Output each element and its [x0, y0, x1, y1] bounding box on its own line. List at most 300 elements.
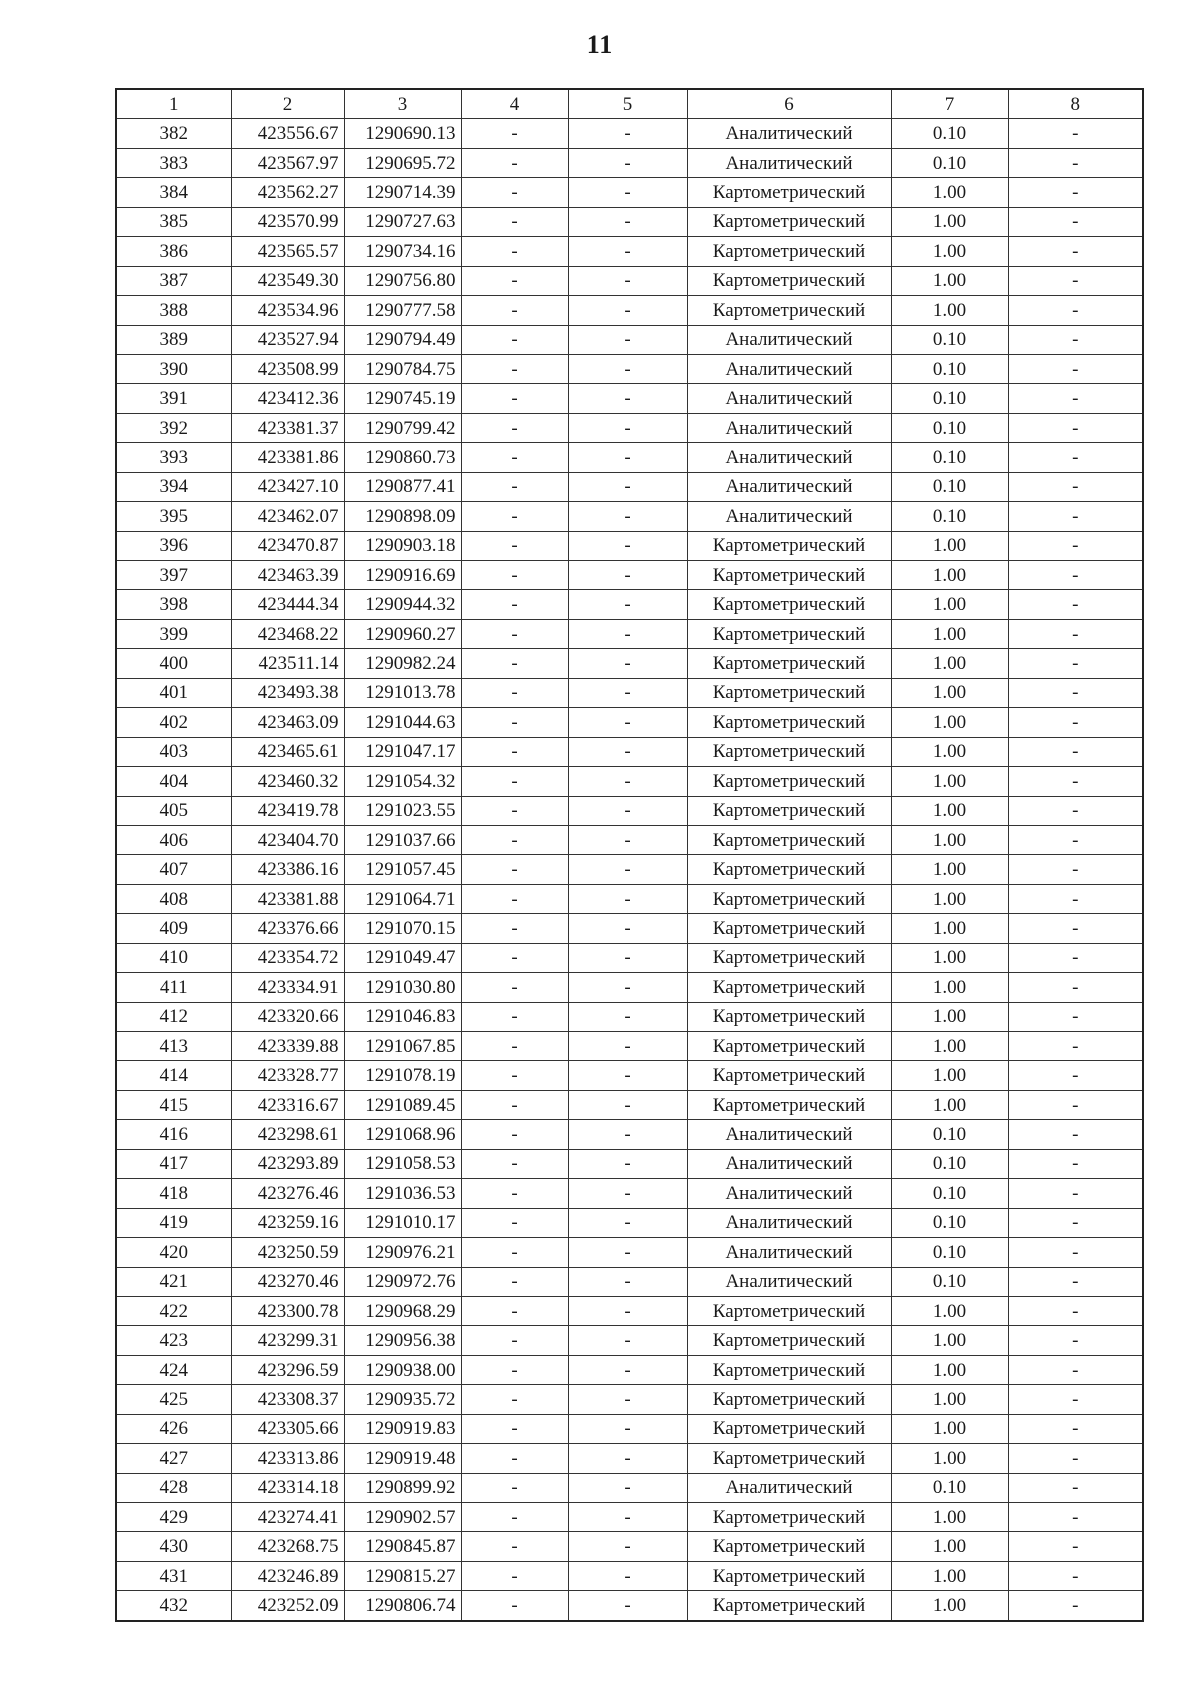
- table-row: [116, 914, 1143, 943]
- cell-point-number: 387: [116, 266, 231, 295]
- cell-col-8: -: [1008, 1002, 1143, 1031]
- table-row: [116, 413, 1143, 442]
- cell-col-5: -: [568, 884, 687, 913]
- table-row: [116, 1090, 1143, 1119]
- cell-precision: 1.00: [891, 678, 1008, 707]
- cell-col-5: -: [568, 1267, 687, 1296]
- cell-coord-x: 423250.59: [231, 1238, 344, 1267]
- cell-point-number: 395: [116, 502, 231, 531]
- cell-point-number: 388: [116, 296, 231, 325]
- cell-coord-x: 423296.59: [231, 1355, 344, 1384]
- cell-coord-x: 423314.18: [231, 1473, 344, 1502]
- cell-method: Картометрический: [687, 561, 891, 590]
- cell-col-4: -: [461, 384, 568, 413]
- cell-method: Картометрический: [687, 237, 891, 266]
- cell-col-5: -: [568, 737, 687, 766]
- cell-precision: 1.00: [891, 649, 1008, 678]
- cell-precision: 1.00: [891, 266, 1008, 295]
- cell-col-5: -: [568, 561, 687, 590]
- cell-coord-x: 423412.36: [231, 384, 344, 413]
- cell-coord-x: 423320.66: [231, 1002, 344, 1031]
- header-cell-col-7: 7: [891, 89, 1008, 119]
- table-row: [116, 1385, 1143, 1414]
- cell-col-8: -: [1008, 590, 1143, 619]
- table-row: [116, 973, 1143, 1002]
- cell-coord-y: 1290935.72: [344, 1385, 461, 1414]
- cell-coord-x: 423276.46: [231, 1179, 344, 1208]
- cell-coord-y: 1290727.63: [344, 207, 461, 236]
- cell-method: Картометрический: [687, 1061, 891, 1090]
- table-row: [116, 266, 1143, 295]
- cell-coord-x: 423556.67: [231, 119, 344, 148]
- cell-method: Картометрический: [687, 178, 891, 207]
- table-row: [116, 1561, 1143, 1590]
- cell-col-5: -: [568, 1032, 687, 1061]
- table-row: [116, 1267, 1143, 1296]
- cell-coord-y: 1291057.45: [344, 855, 461, 884]
- cell-col-5: -: [568, 1561, 687, 1590]
- cell-precision: 0.10: [891, 502, 1008, 531]
- cell-point-number: 383: [116, 148, 231, 177]
- cell-col-8: -: [1008, 649, 1143, 678]
- table-row: [116, 649, 1143, 678]
- cell-col-5: -: [568, 354, 687, 383]
- cell-precision: 1.00: [891, 296, 1008, 325]
- cell-method: Картометрический: [687, 1444, 891, 1473]
- cell-col-8: -: [1008, 825, 1143, 854]
- cell-col-4: -: [461, 561, 568, 590]
- cell-precision: 1.00: [891, 767, 1008, 796]
- cell-col-4: -: [461, 502, 568, 531]
- cell-col-8: -: [1008, 943, 1143, 972]
- cell-coord-y: 1291047.17: [344, 737, 461, 766]
- cell-coord-x: 423404.70: [231, 825, 344, 854]
- cell-coord-x: 423293.89: [231, 1149, 344, 1178]
- cell-point-number: 424: [116, 1355, 231, 1384]
- cell-col-8: -: [1008, 1032, 1143, 1061]
- cell-method: Аналитический: [687, 413, 891, 442]
- cell-col-5: -: [568, 119, 687, 148]
- cell-method: Картометрический: [687, 1296, 891, 1325]
- cell-point-number: 409: [116, 914, 231, 943]
- cell-coord-x: 423300.78: [231, 1296, 344, 1325]
- cell-col-4: -: [461, 1385, 568, 1414]
- cell-method: Аналитический: [687, 502, 891, 531]
- cell-point-number: 412: [116, 1002, 231, 1031]
- cell-coord-y: 1291089.45: [344, 1090, 461, 1119]
- cell-coord-x: 423316.67: [231, 1090, 344, 1119]
- cell-precision: 1.00: [891, 1444, 1008, 1473]
- cell-col-4: -: [461, 619, 568, 648]
- page-number: 11: [586, 30, 614, 59]
- cell-col-4: -: [461, 148, 568, 177]
- cell-point-number: 420: [116, 1238, 231, 1267]
- table-row: [116, 678, 1143, 707]
- cell-col-8: -: [1008, 472, 1143, 501]
- cell-precision: 0.10: [891, 119, 1008, 148]
- cell-precision: 1.00: [891, 1503, 1008, 1532]
- cell-col-4: -: [461, 1208, 568, 1237]
- cell-col-4: -: [461, 914, 568, 943]
- cell-col-8: -: [1008, 1149, 1143, 1178]
- cell-col-8: -: [1008, 443, 1143, 472]
- table-row: [116, 1532, 1143, 1561]
- cell-col-8: -: [1008, 1561, 1143, 1590]
- cell-col-5: -: [568, 914, 687, 943]
- cell-col-4: -: [461, 119, 568, 148]
- cell-coord-x: 423493.38: [231, 678, 344, 707]
- cell-col-4: -: [461, 1090, 568, 1119]
- cell-method: Картометрический: [687, 1561, 891, 1590]
- cell-method: Картометрический: [687, 296, 891, 325]
- cell-col-8: -: [1008, 502, 1143, 531]
- cell-coord-y: 1290745.19: [344, 384, 461, 413]
- cell-method: Картометрический: [687, 884, 891, 913]
- cell-col-4: -: [461, 1002, 568, 1031]
- cell-precision: 1.00: [891, 237, 1008, 266]
- cell-col-5: -: [568, 207, 687, 236]
- table-row: [116, 884, 1143, 913]
- cell-method: Картометрический: [687, 973, 891, 1002]
- cell-coord-x: 423562.27: [231, 178, 344, 207]
- cell-col-5: -: [568, 1473, 687, 1502]
- cell-method: Картометрический: [687, 767, 891, 796]
- cell-point-number: 382: [116, 119, 231, 148]
- cell-coord-x: 423460.32: [231, 767, 344, 796]
- table-row: [116, 531, 1143, 560]
- cell-method: Аналитический: [687, 443, 891, 472]
- cell-method: Аналитический: [687, 384, 891, 413]
- cell-method: Аналитический: [687, 472, 891, 501]
- cell-col-4: -: [461, 443, 568, 472]
- cell-col-4: -: [461, 1179, 568, 1208]
- cell-coord-x: 423274.41: [231, 1503, 344, 1532]
- cell-precision: 0.10: [891, 354, 1008, 383]
- cell-col-5: -: [568, 148, 687, 177]
- cell-coord-x: 423463.39: [231, 561, 344, 590]
- cell-method: Картометрический: [687, 943, 891, 972]
- cell-coord-y: 1291049.47: [344, 943, 461, 972]
- cell-point-number: 385: [116, 207, 231, 236]
- cell-col-8: -: [1008, 708, 1143, 737]
- cell-col-8: -: [1008, 1473, 1143, 1502]
- cell-method: Картометрический: [687, 914, 891, 943]
- cell-col-5: -: [568, 472, 687, 501]
- header-row: [116, 89, 1143, 119]
- cell-coord-x: 423565.57: [231, 237, 344, 266]
- cell-col-5: -: [568, 1355, 687, 1384]
- cell-precision: 1.00: [891, 178, 1008, 207]
- cell-coord-x: 423252.09: [231, 1591, 344, 1621]
- cell-col-5: -: [568, 1591, 687, 1621]
- cell-coord-y: 1290938.00: [344, 1355, 461, 1384]
- cell-col-4: -: [461, 1355, 568, 1384]
- cell-point-number: 425: [116, 1385, 231, 1414]
- cell-col-8: -: [1008, 178, 1143, 207]
- cell-coord-y: 1291068.96: [344, 1120, 461, 1149]
- cell-precision: 1.00: [891, 1355, 1008, 1384]
- cell-precision: 1.00: [891, 1532, 1008, 1561]
- table-row: [116, 1591, 1143, 1621]
- table-body: [116, 119, 1143, 1621]
- cell-coord-x: 423246.89: [231, 1561, 344, 1590]
- cell-coord-x: 423381.88: [231, 884, 344, 913]
- table-row: [116, 148, 1143, 177]
- cell-point-number: 422: [116, 1296, 231, 1325]
- cell-point-number: 397: [116, 561, 231, 590]
- table-row: [116, 1179, 1143, 1208]
- cell-coord-y: 1290756.80: [344, 266, 461, 295]
- cell-col-4: -: [461, 590, 568, 619]
- cell-point-number: 421: [116, 1267, 231, 1296]
- table-row: [116, 561, 1143, 590]
- cell-precision: 1.00: [891, 1032, 1008, 1061]
- cell-col-4: -: [461, 1149, 568, 1178]
- cell-point-number: 391: [116, 384, 231, 413]
- cell-col-5: -: [568, 1444, 687, 1473]
- cell-coord-y: 1290734.16: [344, 237, 461, 266]
- cell-method: Картометрический: [687, 1591, 891, 1621]
- cell-col-4: -: [461, 1503, 568, 1532]
- cell-precision: 0.10: [891, 443, 1008, 472]
- cell-col-8: -: [1008, 1090, 1143, 1119]
- cell-point-number: 392: [116, 413, 231, 442]
- cell-coord-x: 423463.09: [231, 708, 344, 737]
- cell-coord-x: 423298.61: [231, 1120, 344, 1149]
- cell-point-number: 414: [116, 1061, 231, 1090]
- cell-coord-x: 423339.88: [231, 1032, 344, 1061]
- cell-coord-x: 423427.10: [231, 472, 344, 501]
- cell-col-5: -: [568, 237, 687, 266]
- cell-col-4: -: [461, 1032, 568, 1061]
- cell-col-8: -: [1008, 1296, 1143, 1325]
- table-row: [116, 1414, 1143, 1443]
- cell-point-number: 431: [116, 1561, 231, 1590]
- cell-precision: 1.00: [891, 561, 1008, 590]
- table-row: [116, 1238, 1143, 1267]
- cell-col-5: -: [568, 1061, 687, 1090]
- cell-point-number: 423: [116, 1326, 231, 1355]
- cell-col-8: -: [1008, 855, 1143, 884]
- cell-precision: 1.00: [891, 855, 1008, 884]
- cell-coord-y: 1290784.75: [344, 354, 461, 383]
- cell-precision: 1.00: [891, 1326, 1008, 1355]
- cell-precision: 0.10: [891, 472, 1008, 501]
- header-cell-col-4: 4: [461, 89, 568, 119]
- cell-precision: 1.00: [891, 1561, 1008, 1590]
- cell-col-4: -: [461, 767, 568, 796]
- cell-col-5: -: [568, 1503, 687, 1532]
- cell-col-4: -: [461, 325, 568, 354]
- cell-col-4: -: [461, 296, 568, 325]
- cell-method: Картометрический: [687, 825, 891, 854]
- cell-coord-x: 423534.96: [231, 296, 344, 325]
- cell-col-5: -: [568, 973, 687, 1002]
- cell-coord-y: 1290714.39: [344, 178, 461, 207]
- cell-col-5: -: [568, 1149, 687, 1178]
- cell-col-4: -: [461, 266, 568, 295]
- cell-method: Картометрический: [687, 1385, 891, 1414]
- cell-coord-y: 1290902.57: [344, 1503, 461, 1532]
- cell-precision: 1.00: [891, 1090, 1008, 1119]
- cell-col-8: -: [1008, 1208, 1143, 1237]
- cell-col-8: -: [1008, 737, 1143, 766]
- table-row: [116, 472, 1143, 501]
- cell-point-number: 384: [116, 178, 231, 207]
- cell-precision: 1.00: [891, 1296, 1008, 1325]
- cell-point-number: 389: [116, 325, 231, 354]
- cell-col-8: -: [1008, 1355, 1143, 1384]
- cell-col-5: -: [568, 1090, 687, 1119]
- cell-coord-y: 1290919.83: [344, 1414, 461, 1443]
- cell-coord-y: 1291044.63: [344, 708, 461, 737]
- cell-col-4: -: [461, 1120, 568, 1149]
- cell-coord-y: 1290916.69: [344, 561, 461, 590]
- cell-coord-y: 1290815.27: [344, 1561, 461, 1590]
- cell-col-8: -: [1008, 296, 1143, 325]
- cell-col-5: -: [568, 767, 687, 796]
- cell-point-number: 429: [116, 1503, 231, 1532]
- cell-col-4: -: [461, 708, 568, 737]
- cell-coord-x: 423270.46: [231, 1267, 344, 1296]
- cell-coord-x: 423328.77: [231, 1061, 344, 1090]
- table-row: [116, 119, 1143, 148]
- cell-method: Аналитический: [687, 1149, 891, 1178]
- cell-coord-y: 1291037.66: [344, 825, 461, 854]
- cell-coord-y: 1290972.76: [344, 1267, 461, 1296]
- cell-precision: 0.10: [891, 1149, 1008, 1178]
- table-row: [116, 855, 1143, 884]
- cell-precision: 1.00: [891, 619, 1008, 648]
- cell-coord-x: 423313.86: [231, 1444, 344, 1473]
- cell-method: Картометрический: [687, 1414, 891, 1443]
- cell-coord-y: 1290877.41: [344, 472, 461, 501]
- cell-method: Картометрический: [687, 1532, 891, 1561]
- cell-method: Аналитический: [687, 325, 891, 354]
- cell-precision: 1.00: [891, 531, 1008, 560]
- cell-coord-x: 423508.99: [231, 354, 344, 383]
- cell-col-5: -: [568, 855, 687, 884]
- cell-point-number: 408: [116, 884, 231, 913]
- cell-col-5: -: [568, 943, 687, 972]
- cell-point-number: 432: [116, 1591, 231, 1621]
- cell-coord-y: 1290899.92: [344, 1473, 461, 1502]
- cell-col-4: -: [461, 678, 568, 707]
- cell-point-number: 415: [116, 1090, 231, 1119]
- cell-coord-x: 423381.86: [231, 443, 344, 472]
- header-cell-col-1: 1: [116, 89, 231, 119]
- cell-coord-x: 423354.72: [231, 943, 344, 972]
- cell-coord-x: 423570.99: [231, 207, 344, 236]
- cell-point-number: 418: [116, 1179, 231, 1208]
- cell-method: Картометрический: [687, 531, 891, 560]
- table-row: [116, 1355, 1143, 1384]
- cell-precision: 0.10: [891, 1473, 1008, 1502]
- cell-method: Картометрический: [687, 1503, 891, 1532]
- cell-coord-y: 1290968.29: [344, 1296, 461, 1325]
- cell-col-4: -: [461, 237, 568, 266]
- cell-col-5: -: [568, 443, 687, 472]
- cell-col-8: -: [1008, 1326, 1143, 1355]
- cell-point-number: 405: [116, 796, 231, 825]
- cell-col-8: -: [1008, 1267, 1143, 1296]
- cell-col-8: -: [1008, 1444, 1143, 1473]
- table-row: [116, 1503, 1143, 1532]
- cell-point-number: 426: [116, 1414, 231, 1443]
- cell-coord-y: 1291058.53: [344, 1149, 461, 1178]
- table-row: [116, 708, 1143, 737]
- cell-col-5: -: [568, 1179, 687, 1208]
- cell-method: Аналитический: [687, 1267, 891, 1296]
- cell-method: Аналитический: [687, 1238, 891, 1267]
- cell-col-8: -: [1008, 561, 1143, 590]
- cell-coord-y: 1290976.21: [344, 1238, 461, 1267]
- cell-col-8: -: [1008, 354, 1143, 383]
- cell-col-8: -: [1008, 119, 1143, 148]
- cell-col-5: -: [568, 649, 687, 678]
- cell-coord-x: 423549.30: [231, 266, 344, 295]
- cell-point-number: 428: [116, 1473, 231, 1502]
- cell-col-8: -: [1008, 973, 1143, 1002]
- cell-coord-y: 1290944.32: [344, 590, 461, 619]
- table-row: [116, 443, 1143, 472]
- table-row: [116, 1149, 1143, 1178]
- cell-coord-y: 1290960.27: [344, 619, 461, 648]
- cell-coord-y: 1290794.49: [344, 325, 461, 354]
- cell-method: Аналитический: [687, 1179, 891, 1208]
- cell-col-4: -: [461, 825, 568, 854]
- cell-col-4: -: [461, 1561, 568, 1590]
- cell-col-8: -: [1008, 266, 1143, 295]
- cell-precision: 1.00: [891, 737, 1008, 766]
- cell-precision: 1.00: [891, 796, 1008, 825]
- cell-coord-y: 1290903.18: [344, 531, 461, 560]
- cell-col-8: -: [1008, 325, 1143, 354]
- cell-coord-y: 1291036.53: [344, 1179, 461, 1208]
- table-row: [116, 325, 1143, 354]
- cell-point-number: 407: [116, 855, 231, 884]
- cell-point-number: 411: [116, 973, 231, 1002]
- cell-coord-x: 423259.16: [231, 1208, 344, 1237]
- cell-col-5: -: [568, 1414, 687, 1443]
- cell-col-5: -: [568, 619, 687, 648]
- cell-point-number: 416: [116, 1120, 231, 1149]
- cell-precision: 1.00: [891, 825, 1008, 854]
- cell-method: Картометрический: [687, 619, 891, 648]
- cell-coord-y: 1291067.85: [344, 1032, 461, 1061]
- cell-coord-y: 1290956.38: [344, 1326, 461, 1355]
- cell-method: Картометрический: [687, 266, 891, 295]
- cell-col-4: -: [461, 796, 568, 825]
- table-row: [116, 590, 1143, 619]
- table-row: [116, 1473, 1143, 1502]
- cell-method: Аналитический: [687, 1120, 891, 1149]
- cell-coord-x: 423444.34: [231, 590, 344, 619]
- cell-precision: 1.00: [891, 1002, 1008, 1031]
- cell-coord-x: 423376.66: [231, 914, 344, 943]
- cell-col-4: -: [461, 1238, 568, 1267]
- cell-method: Картометрический: [687, 1002, 891, 1031]
- cell-method: Картометрический: [687, 737, 891, 766]
- cell-col-4: -: [461, 1296, 568, 1325]
- cell-coord-x: 423419.78: [231, 796, 344, 825]
- cell-col-5: -: [568, 825, 687, 854]
- cell-coord-x: 423299.31: [231, 1326, 344, 1355]
- cell-col-5: -: [568, 413, 687, 442]
- cell-col-8: -: [1008, 1120, 1143, 1149]
- cell-col-4: -: [461, 178, 568, 207]
- cell-coord-x: 423386.16: [231, 855, 344, 884]
